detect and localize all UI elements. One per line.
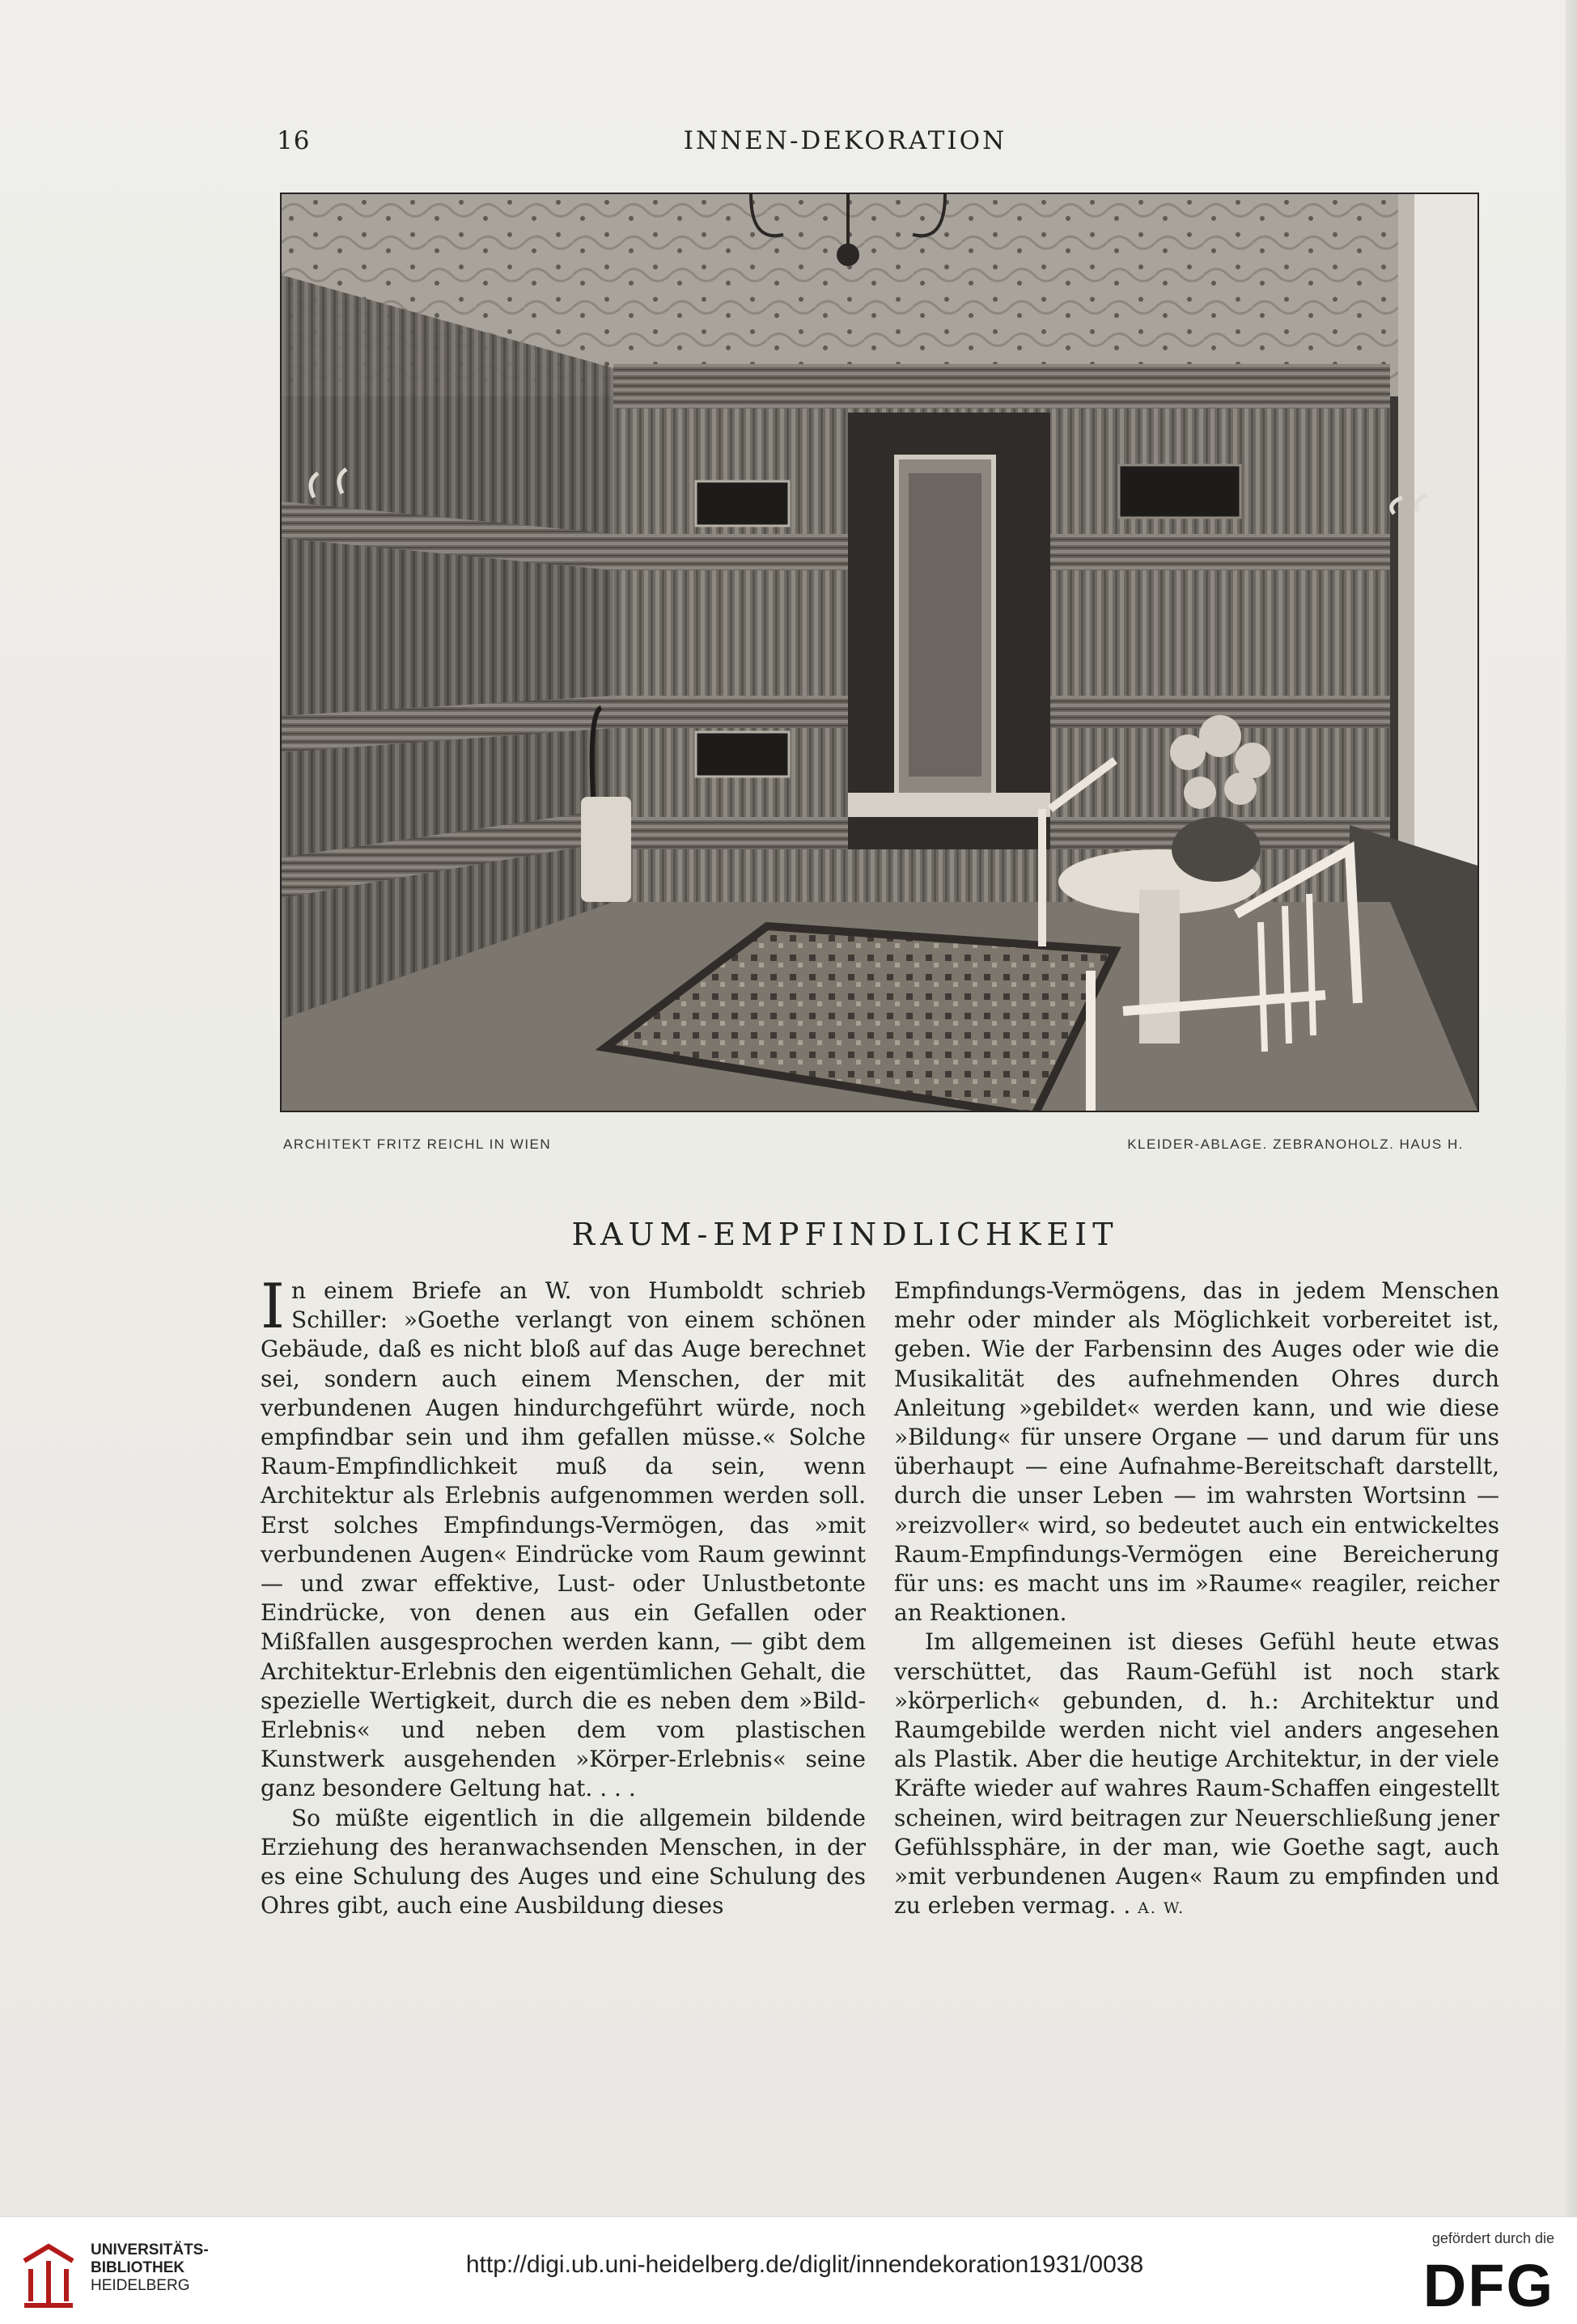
institution-line-3: HEIDELBERG xyxy=(91,2277,190,2294)
permalink-url[interactable]: http://digi.ub.uni-heidelberg.de/diglit/innendekoration1931/0038 xyxy=(465,2251,1144,2278)
institution-line-2: BIBLIOTHEK xyxy=(91,2259,185,2276)
paragraph-4 xyxy=(894,1628,1499,1923)
article-title: RAUM-EMPFINDLICHKEIT xyxy=(571,1217,1119,1252)
paragraph-3: Empfindungs-Vermögens, das in jedem Menschen mehr oder minder als Möglichkeit vorbereitet ist, geben. Wie der Farbensinn des Auges oder wie die Musikalität des aufnehmenden Ohres durch Anleitung »gebildet« werden kann, und wie diese »Bildung« für unsere Organe — und darum für uns überhaupt — eine Aufnahme-Bereitschaft darstellt, durch die unser Leben — im wahrsten Wortsinn — »reizvoller« wird, so bedeutet auch ein entwickeltes Raum-Empfindungs-Vermögen eine Bereicherung für uns: es macht uns im »Raume« reagiler, reicher an Reaktionen. xyxy=(894,1277,1499,1627)
paragraph-1-text: n einem Briefe an W. von Humboldt schrieb Schiller: »Goethe verlangt von einem schönen Gebäude, daß es nicht bloß auf das Auge berechnet sei, sondern auch einem Menschen, der mit verbundenen Augen hindurchgeführt würde, noch empfindbar sein und ihm gefallen müsse.« Solche Raum-Empfindlichkeit muß da sein, wenn Architektur als Erlebnis aufgenommen werden soll. Erst solches Empfindungs-Vermögen, das »mit verbundenen Augen« Eindrücke vom Raum gewinnt — und zwar effektive, Lust- oder Unlustbetonte Eindrücke, von denen aus ein Gefallen oder Mißfallen ausgesprochen werden kann, — gibt dem Architektur-Erlebnis den eigentümlichen Gehalt, die spezielle Wertigkeit, durch die es neben dem »Bild-Erlebnis« und neben dem vom plastischen Kunstwerk ausgehenden »Körper-Erlebnis« seine ganz besondere Geltung hat. . . . xyxy=(261,1277,866,1802)
caption-architect: ARCHITEKT FRITZ REICHL IN WIEN xyxy=(283,1137,552,1152)
interior-photograph xyxy=(282,194,1477,1111)
paragraph-1 xyxy=(261,1270,866,1804)
text-column-right xyxy=(894,1276,1499,1923)
author-initials: A. W. xyxy=(1138,1899,1185,1918)
paragraph-2: So müßte eigentlich in die allgemein bildende Erziehung des heranwachsenden Menschen, in der es eine Schulung des Auges und eine Schulung des Ohres gibt, auch eine Ausbildung dieses xyxy=(261,1804,866,1920)
paragraph-4-text: Im allgemeinen ist dieses Gefühl heute etwas verschüttet, das Raum-Gefühl ist noch stark »körperlich« gebunden, d. h.: Architektur und Raumgebilde werden nicht viel anders angesehen als Plastik. Aber die heutige Architektur, in der viele Kräfte wieder auf wahres Raum-Schaffen eingestellt scheinen, wird beitragen zur Neuerschließung jener Gefühlssphäre, in der man, wie Goethe sagt, auch »mit verbundenen Augen« Raum zu empfinden und zu erleben vermag. . xyxy=(894,1628,1499,1920)
dfg-logo: DFG xyxy=(1422,2252,1554,2319)
page-number: 16 xyxy=(277,126,311,155)
caption-description: KLEIDER-ABLAGE. ZEBRANOHOLZ. HAUS H. xyxy=(1127,1137,1464,1152)
running-head xyxy=(0,126,1577,159)
page-edge xyxy=(1566,0,1577,2216)
drop-cap: I xyxy=(261,1270,286,1342)
institution-line-1: UNIVERSITÄTS- xyxy=(91,2241,209,2258)
journal-title: INNEN-DEKORATION xyxy=(683,126,1007,155)
footer-bar xyxy=(0,2216,1577,2324)
funded-by-label: gefördert durch die xyxy=(1431,2230,1554,2246)
text-column-left xyxy=(261,1270,866,1920)
